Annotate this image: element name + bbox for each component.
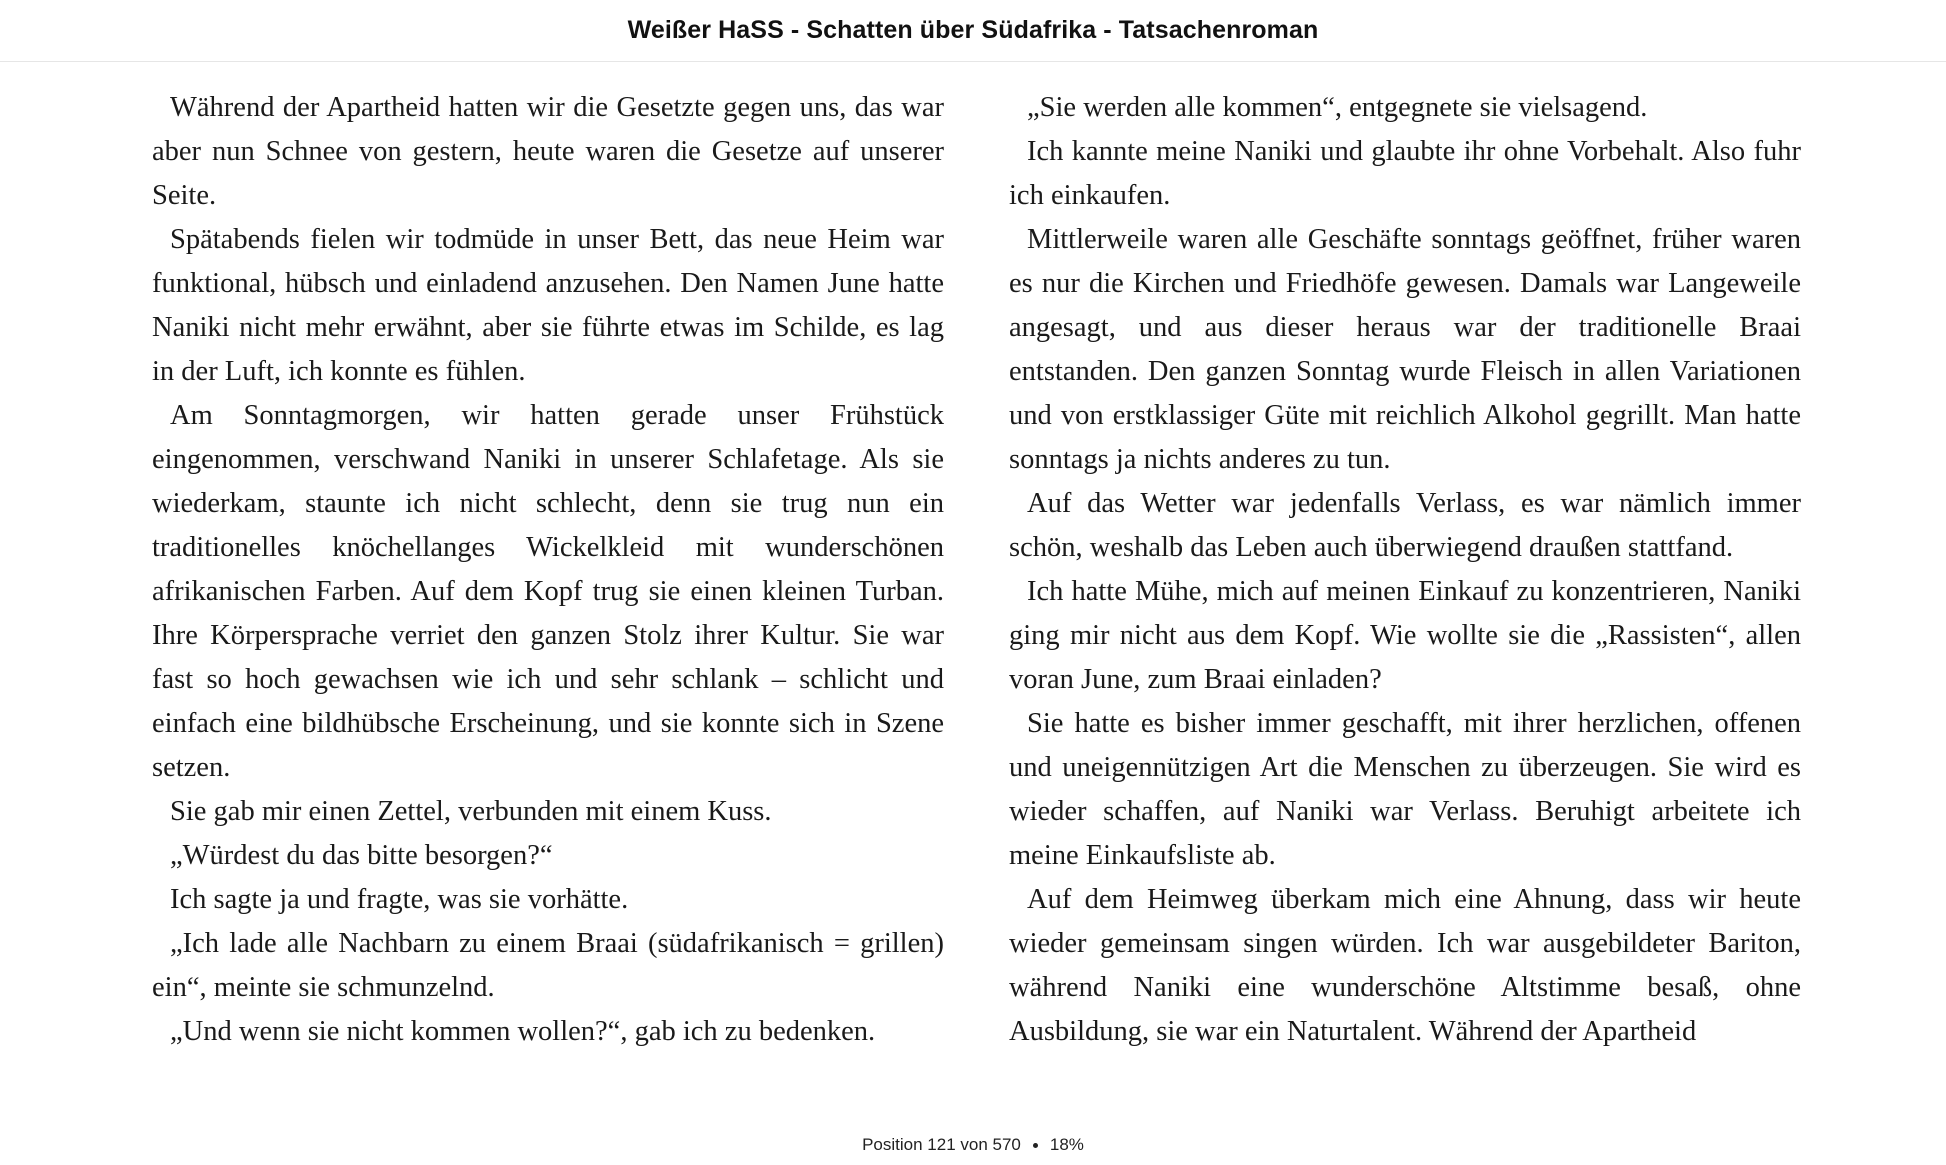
- separator-dot-icon: [1033, 1143, 1038, 1148]
- paragraph: Sie gab mir einen Zettel, verbunden mit einem Kuss.: [170, 796, 772, 827]
- reading-progress-footer: [0, 1130, 1946, 1160]
- paragraph: Sie hatte es bisher immer geschafft, mit ihrer herzlichen, offenen und uneigennützigen Art die Menschen zu überzeugen. Sie wird es wieder schaffen, auf Naniki war Verlass. Beruhigt arbeitete ich meine Einkaufsliste ab.: [1009, 708, 1801, 871]
- paragraph: Während der Apartheid hatten wir die Gesetzte gegen uns, das war aber nun Schnee von gestern, heute waren die Gesetze auf unserer Seite.: [152, 92, 944, 211]
- paragraph: „Würdest du das bitte besorgen?“: [170, 840, 553, 871]
- left-page[interactable]: [152, 86, 944, 1054]
- paragraph: Ich kannte meine Naniki und glaubte ihr ohne Vorbehalt. Also fuhr ich einkaufen.: [1009, 136, 1801, 211]
- paragraph: Mittlerweile waren alle Geschäfte sonntags geöffnet, früher waren es nur die Kirchen und Friedhöfe gewesen. Damals war Langeweile angesagt, und aus dieser heraus war der traditionelle Braai entstanden. Den ganzen Sonntag wurde Fleisch in allen Variationen und von erstklassiger Güte mit reichlich Alkohol gegrillt. Man hatte sonntags ja nichts anderes zu tun.: [1009, 224, 1801, 475]
- paragraph: „Sie werden alle kommen“, entgegnete sie vielsagend.: [1027, 92, 1648, 123]
- paragraph: Ich sagte ja und fragte, was sie vorhätte.: [170, 884, 629, 915]
- right-page[interactable]: [1009, 86, 1801, 1054]
- paragraph: Auf das Wetter war jedenfalls Verlass, es war nämlich immer schön, weshalb das Leben auch überwiegend draußen stattfand.: [1009, 488, 1801, 563]
- paragraph: Spätabends fielen wir todmüde in unser Bett, das neue Heim war funktional, hübsch und einladend anzusehen. Den Namen June hatte Naniki nicht mehr erwähnt, aber sie führte etwas im Schilde, es lag in der Luft, ich konnte es fühlen.: [152, 224, 944, 387]
- book-title: Weißer HaSS - Schatten über Südafrika - Tatsachenroman: [627, 16, 1319, 44]
- paragraph: „Ich lade alle Nachbarn zu einem Braai (südafrikanisch = grillen) ein“, meinte sie schmunzelnd.: [152, 928, 944, 1003]
- position-indicator: Position 121 von 570: [862, 1135, 1021, 1154]
- paragraph: „Und wenn sie nicht kommen wollen?“, gab ich zu bedenken.: [170, 1016, 876, 1047]
- paragraph: Am Sonntagmorgen, wir hatten gerade unser Frühstück eingenommen, verschwand Naniki in unserer Schlafetage. Als sie wiederkam, staunte ich nicht schlecht, denn sie trug nun ein traditionelles knöchellanges Wickelkleid mit wunderschönen afrikanischen Farben. Auf dem Kopf trug sie einen kleinen Turban. Ihre Körpersprache verriet den ganzen Stolz ihrer Kultur. Sie war fast so hoch gewachsen wie ich und sehr schlank – schlicht und einfach eine bildhübsche Erscheinung, und sie konnte sich in Szene setzen.: [152, 400, 944, 783]
- title-bar: [0, 0, 1946, 62]
- paragraph: Ich hatte Mühe, mich auf meinen Einkauf zu konzentrieren, Naniki ging mir nicht aus dem Kopf. Wie wollte sie die „Rassisten“, allen voran June, zum Braai einladen?: [1009, 576, 1801, 695]
- paragraph: Auf dem Heimweg überkam mich eine Ahnung, dass wir heute wieder gemeinsam singen würden. Ich war ausgebildeter Bariton, während Naniki eine wunderschöne Altstimme besaß, ohne Ausbildung, sie war ein Naturtalent. Während der Apartheid: [1009, 884, 1801, 1047]
- progress-percent: 18%: [1049, 1135, 1084, 1154]
